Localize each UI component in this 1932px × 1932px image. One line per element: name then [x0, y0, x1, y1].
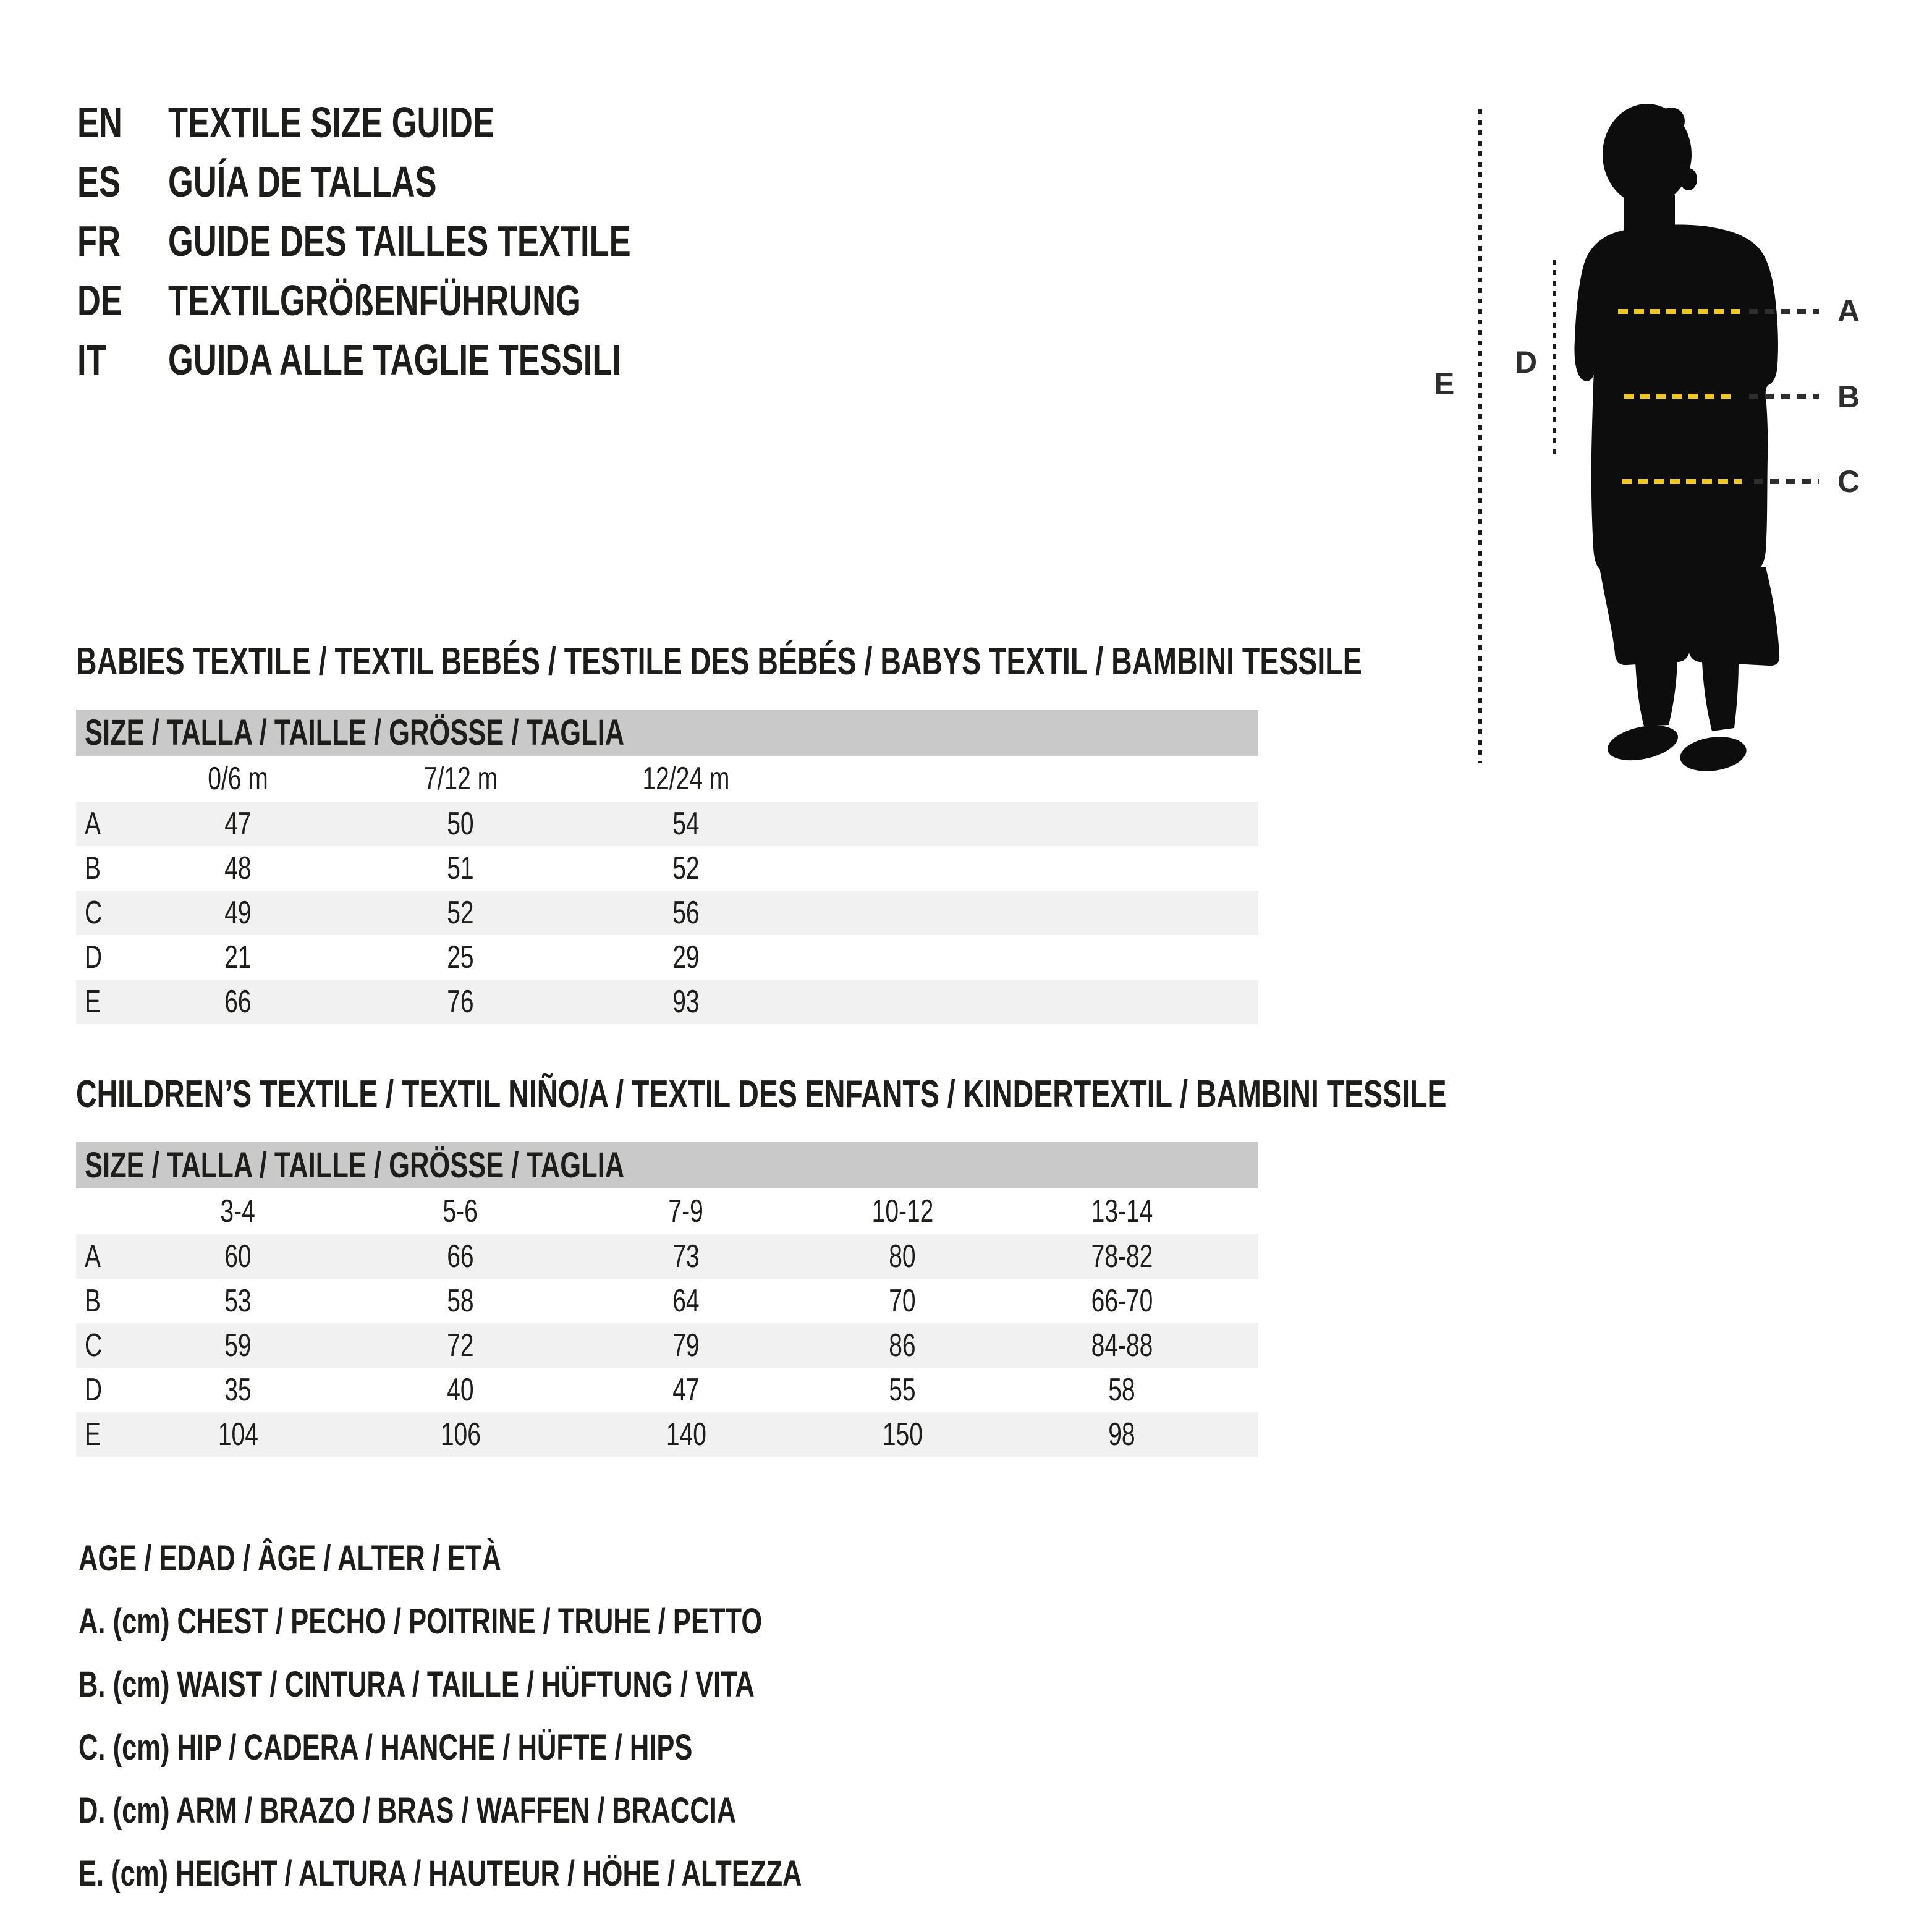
table-cell [164, 1323, 312, 1368]
table-cell [386, 1234, 535, 1279]
cell-text: 58 [1108, 1372, 1135, 1408]
cell-text: 106 [440, 1417, 481, 1452]
table-cell [164, 935, 312, 980]
babies-size-header-text: SIZE / TALLA / TAILLE / GRÖSSE / TAGLIA [85, 713, 625, 753]
table-row [76, 1279, 1258, 1323]
column-header-text: 0/6 m [208, 761, 268, 797]
lang-code [77, 98, 168, 147]
table-cell [612, 802, 760, 846]
cell-text: 52 [447, 895, 474, 931]
legend-line-hip [78, 1716, 1043, 1779]
lang-code-text: FR [77, 217, 121, 265]
legend-line-height [78, 1842, 1043, 1905]
cell-text: 104 [218, 1417, 258, 1452]
cell-text: 150 [882, 1417, 923, 1452]
table-row [76, 802, 1258, 846]
lang-row-fr [77, 211, 785, 271]
table-cell [828, 1323, 977, 1368]
lang-code-text: ES [77, 158, 121, 206]
table-cell [1048, 1412, 1196, 1457]
children-section-title [76, 1075, 1904, 1114]
table-cell [164, 1368, 312, 1412]
children-section-title-text: CHILDREN’S TEXTILE / TEXTIL NIÑO/A / TEXTIL DES ENFANTS / KINDERTEXTIL / BAMBINI TESSILE [76, 1073, 1447, 1116]
table-cell [386, 935, 535, 980]
column-header [386, 756, 535, 802]
column-header [164, 1188, 312, 1234]
cell-text: 80 [889, 1239, 916, 1274]
cell-text: 76 [447, 984, 474, 1020]
cell-text: 25 [447, 939, 474, 975]
column-header-text: 7-9 [668, 1193, 704, 1229]
legend-text: E. (cm) HEIGHT / ALTURA / HAUTEUR / HÖHE / ALTEZZA [78, 1853, 802, 1894]
cell-text: 60 [224, 1239, 252, 1274]
table-row [76, 980, 1258, 1024]
row-label-text: C [85, 895, 103, 931]
cell-text: 86 [889, 1328, 916, 1363]
table-cell [386, 891, 535, 935]
babies-size-header-band [76, 710, 1258, 756]
cell-text: 72 [447, 1328, 474, 1363]
lang-code [77, 335, 168, 384]
row-label-text: E [85, 984, 101, 1020]
cell-text: 48 [224, 850, 252, 886]
row-label-text: E [85, 1417, 101, 1452]
column-header-text: 7/12 m [423, 761, 498, 797]
figure-label-d: D [1515, 345, 1538, 379]
row-label-text: B [85, 1283, 101, 1319]
table-cell [612, 1279, 760, 1323]
table-cell [386, 846, 535, 891]
babies-section-title [76, 640, 1790, 683]
row-label-text: D [85, 939, 103, 975]
legend-text: AGE / EDAD / ÂGE / ALTER / ETÀ [78, 1538, 501, 1578]
lang-row-de [77, 271, 785, 330]
table-cell [386, 1368, 535, 1412]
cell-text: 73 [672, 1239, 700, 1274]
table-cell [1048, 1234, 1196, 1279]
table-cell [164, 1234, 312, 1279]
babies-section-title-text: BABIES TEXTILE / TEXTIL BEBÉS / TESTILE DES BÉBÉS / BABYS TEXTIL / BAMBINI TESSILE [76, 640, 1362, 683]
row-label-text: C [85, 1328, 103, 1363]
cell-text: 53 [224, 1283, 252, 1319]
column-header-text: 3-4 [220, 1193, 256, 1229]
table-cell [612, 1368, 760, 1412]
lang-title [168, 216, 785, 266]
cell-text: 64 [672, 1283, 700, 1319]
table-cell [386, 1279, 535, 1323]
row-label [85, 1323, 108, 1368]
column-header [612, 1188, 760, 1234]
table-cell [828, 1412, 977, 1457]
lang-title [168, 276, 719, 325]
cell-text: 47 [672, 1372, 700, 1408]
cell-text: 66-70 [1091, 1283, 1153, 1319]
table-cell [164, 1412, 312, 1457]
table-row [76, 1234, 1258, 1279]
lang-code [77, 276, 168, 325]
lang-code [77, 216, 168, 266]
table-cell [612, 1412, 760, 1457]
cell-text: 66 [224, 984, 252, 1020]
row-label-text: A [85, 1239, 101, 1274]
column-header [1048, 1188, 1196, 1234]
table-cell [386, 1323, 535, 1368]
cell-text: 40 [447, 1372, 474, 1408]
table-cell [1048, 1323, 1196, 1368]
cell-text: 47 [224, 806, 252, 842]
figure-label-e: E [1434, 366, 1455, 401]
column-header [828, 1188, 977, 1234]
table-cell [828, 1234, 977, 1279]
table-cell [612, 891, 760, 935]
table-cell [828, 1279, 977, 1323]
row-label [85, 935, 108, 980]
lang-title-text: GUIDE DES TAILLES TEXTILE [168, 217, 631, 265]
row-label [85, 891, 108, 935]
table-row [76, 846, 1258, 891]
cell-text: 51 [447, 850, 474, 886]
row-label-text: B [85, 850, 101, 886]
column-header [164, 756, 312, 802]
lang-row-it [77, 330, 785, 389]
lang-title-text: TEXTILGRÖßENFÜHRUNG [168, 276, 581, 324]
cell-text: 29 [672, 939, 700, 975]
table-cell [1048, 1279, 1196, 1323]
cell-text: 52 [672, 850, 700, 886]
cell-text: 54 [672, 806, 700, 842]
column-header [386, 1188, 535, 1234]
row-label [85, 1368, 108, 1412]
column-header-text: 12/24 m [642, 761, 730, 797]
lang-title [168, 98, 603, 147]
legend-text: C. (cm) HIP / CADERA / HANCHE / HÜFTE / HIPS [78, 1727, 693, 1768]
table-cell [612, 1323, 760, 1368]
babies-size-table [76, 710, 1258, 1024]
cell-text: 84-88 [1091, 1328, 1153, 1363]
table-row [76, 1368, 1258, 1412]
table-cell [164, 891, 312, 935]
row-label-text: A [85, 806, 101, 842]
table-cell [612, 1234, 760, 1279]
row-label [85, 1279, 106, 1323]
lang-code-text: DE [77, 276, 122, 324]
cell-text: 50 [447, 806, 474, 842]
lang-title-text: TEXTILE SIZE GUIDE [168, 98, 494, 146]
lang-code-text: IT [77, 336, 106, 384]
figure-label-c: C [1837, 464, 1860, 499]
row-label [85, 802, 106, 846]
table-cell [164, 802, 312, 846]
cell-text: 70 [889, 1283, 916, 1319]
measurement-legend [78, 1527, 1043, 1905]
legend-line-chest [78, 1590, 1043, 1653]
legend-line-waist [78, 1653, 1043, 1716]
cell-text: 93 [672, 984, 700, 1020]
lang-title-text: GUÍA DE TALLAS [168, 158, 437, 206]
column-header-text: 10-12 [871, 1193, 933, 1229]
legend-text: B. (cm) WAIST / CINTURA / TAILLE / HÜFTUNG / VITA [78, 1664, 755, 1705]
legend-text: D. (cm) ARM / BRAZO / BRAS / WAFFEN / BRACCIA [78, 1790, 737, 1831]
lang-title-text: GUIDA ALLE TAGLIE TESSILI [168, 336, 622, 384]
table-row [76, 1412, 1258, 1457]
table-cell [612, 846, 760, 891]
cell-text: 49 [224, 895, 252, 931]
row-label [85, 1412, 106, 1457]
row-label [85, 846, 106, 891]
table-row [76, 935, 1258, 980]
table-cell [386, 980, 535, 1024]
row-label [85, 980, 106, 1024]
children-size-header-band [76, 1142, 1258, 1188]
table-cell [612, 980, 760, 1024]
lang-row-es [77, 152, 785, 211]
column-header-text: 13-14 [1091, 1193, 1153, 1229]
measurement-figure [1409, 74, 1932, 803]
cell-text: 58 [447, 1283, 474, 1319]
cell-text: 21 [224, 939, 252, 975]
lang-code [77, 157, 168, 206]
figure-label-b: B [1837, 379, 1860, 414]
table-cell [164, 846, 312, 891]
table-cell [612, 935, 760, 980]
figure-label-a: A [1837, 294, 1860, 328]
column-header-text: 5-6 [443, 1193, 478, 1229]
lang-title [168, 335, 772, 384]
lang-row-en [77, 93, 785, 152]
children-column-header-row [76, 1188, 1258, 1234]
row-label [85, 1234, 106, 1279]
cell-text: 78-82 [1091, 1239, 1153, 1274]
table-cell [386, 1412, 535, 1457]
legend-line-arm [78, 1779, 1043, 1842]
babies-column-header-row [76, 756, 1258, 802]
table-cell [164, 980, 312, 1024]
cell-text: 56 [672, 895, 700, 931]
table-row [76, 891, 1258, 935]
legend-text: A. (cm) CHEST / PECHO / POITRINE / TRUHE / PETTO [78, 1601, 763, 1642]
cell-text: 59 [224, 1328, 252, 1363]
row-label-text: D [85, 1372, 103, 1408]
table-cell [828, 1368, 977, 1412]
cell-text: 55 [889, 1372, 916, 1408]
table-row [76, 1323, 1258, 1368]
table-cell [386, 802, 535, 846]
lang-title [168, 157, 526, 206]
cell-text: 66 [447, 1239, 474, 1274]
column-header [612, 756, 760, 802]
cell-text: 79 [672, 1328, 700, 1363]
table-cell [164, 1279, 312, 1323]
cell-text: 140 [666, 1417, 706, 1452]
language-title-list [77, 93, 785, 389]
legend-line-age [78, 1527, 1043, 1590]
cell-text: 98 [1108, 1417, 1135, 1452]
table-cell [1048, 1368, 1196, 1412]
lang-code-text: EN [77, 98, 122, 146]
children-size-table [76, 1142, 1258, 1457]
children-size-header-text: SIZE / TALLA / TAILLE / GRÖSSE / TAGLIA [85, 1145, 625, 1185]
cell-text: 35 [224, 1372, 252, 1408]
